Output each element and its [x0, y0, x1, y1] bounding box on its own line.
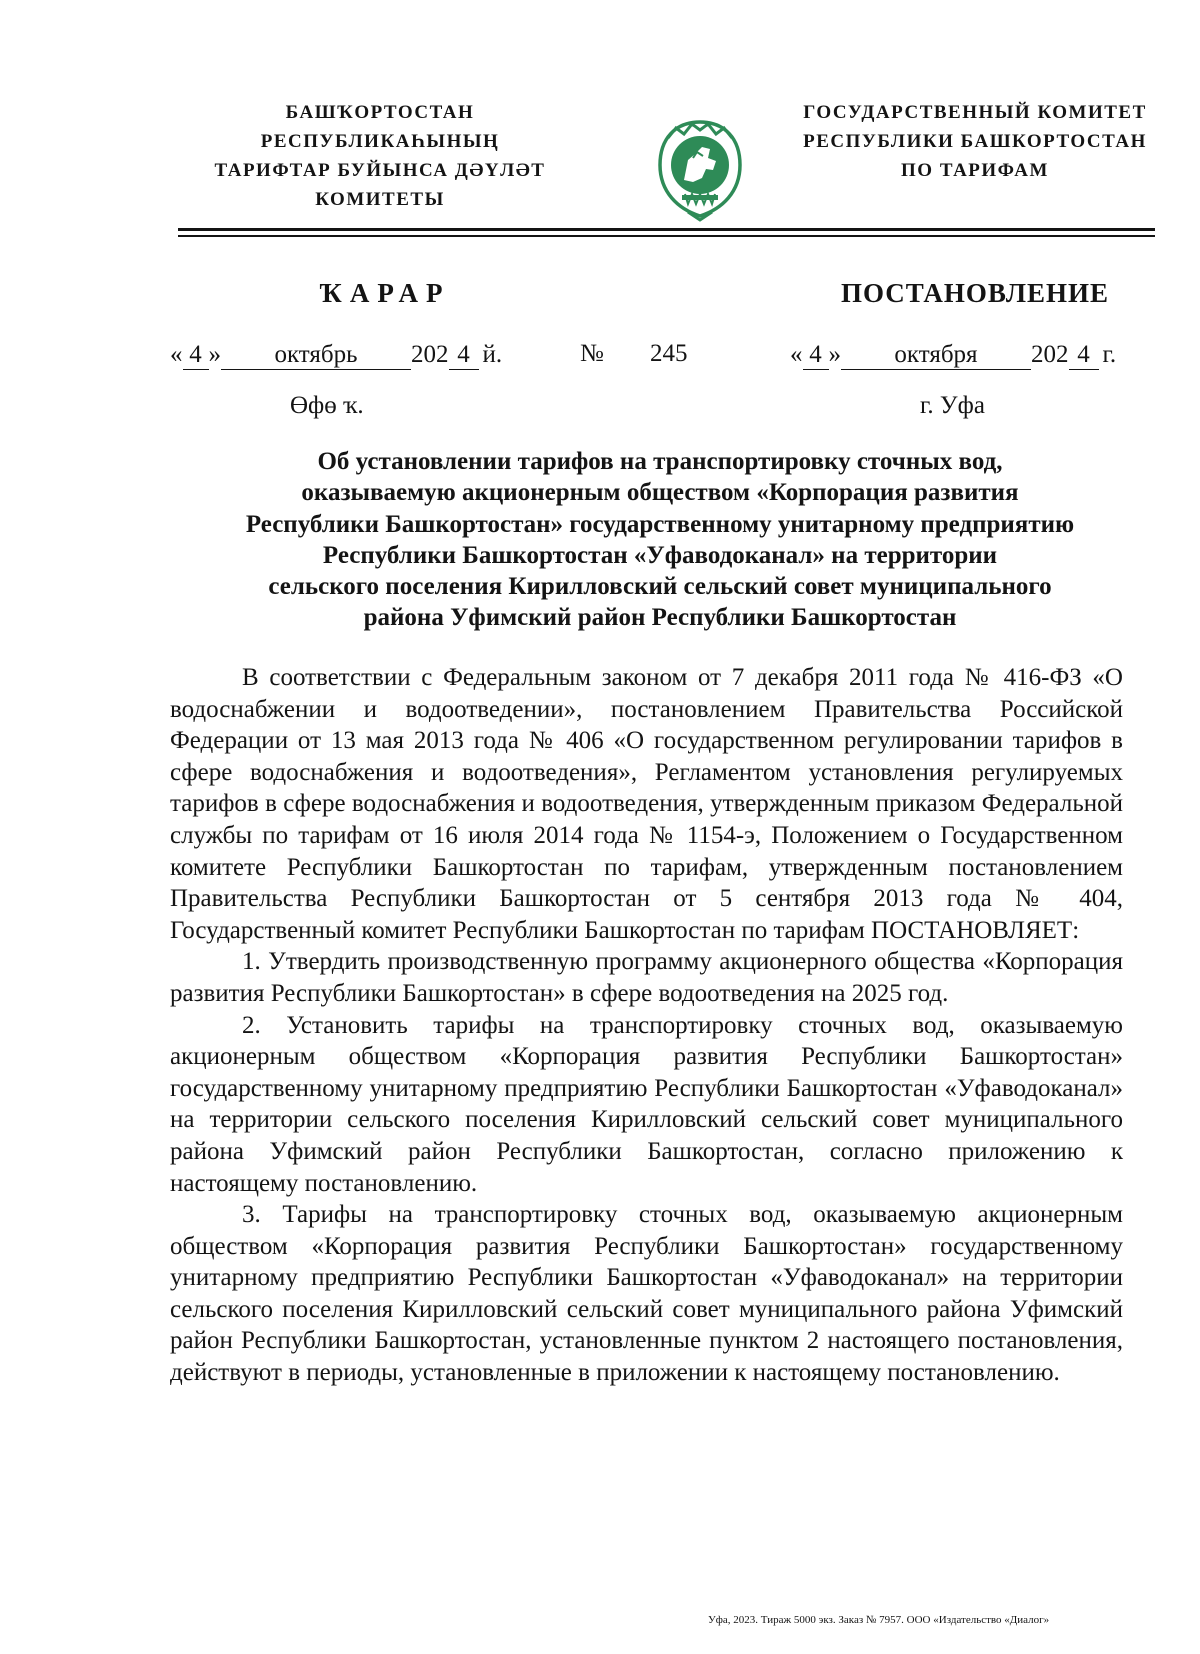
header-rule-thin: [178, 235, 1155, 237]
date-right-year-prefix: 202: [1031, 341, 1069, 368]
city-right: г. Уфа: [920, 392, 985, 419]
header-right-line-1: ГОСУДАРСТВЕННЫЙ КОМИТЕТ: [803, 102, 1147, 123]
clause-3-paragraph: 3. Тарифы на транспортировку сточных вод, оказываемую акционерным обществом «Корпорация развития Республики Башкортостан» государственному унитарному предприятию Республики Башкортостан «Уфаводоканал» на территории сельского поселения Кирилловский сельский совет муниципального района Уфимский район Республики Башкортостан, установленные пунктом 2 настоящего постановления, действуют в периоды, установленные в приложении к настоящему постановлению.: [170, 1201, 1123, 1387]
date-left-close-quote: »: [208, 341, 221, 368]
city-left: Өфө ҡ.: [290, 392, 364, 419]
date-left: [170, 340, 502, 370]
date-left-month: октябрь: [221, 341, 411, 370]
date-right-month: октября: [841, 341, 1031, 370]
date-left-day: 4: [183, 341, 209, 370]
header-rule-thick: [178, 228, 1155, 231]
title-line-3: Республики Башкортостан» государственному унитарному предприятию: [245, 510, 1075, 538]
date-left-open-quote: «: [170, 341, 183, 368]
header-right-line-3: ПО ТАРИФАМ: [901, 160, 1049, 181]
header-left: [170, 98, 590, 214]
document-title: [170, 446, 1150, 634]
header-left-line-1: БАШҠОРТОСТАН РЕСПУБЛИКАҺЫНЫҢ: [260, 102, 500, 152]
clause-2-paragraph: 2. Установить тарифы на транспортировку сточных вод, оказываемую акционерным обществом «Корпорация развития Республики Башкортостан» государственному унитарному предприятию Республики Башкортостан «Уфаводоканал» на территории сельского поселения Кирилловский сельский совет муниципального района Уфимский район Республики Башкортостан, согласно приложению к настоящему постановлению.: [170, 1011, 1123, 1197]
date-right-suffix: г.: [1102, 341, 1117, 368]
number-value: 245: [650, 340, 688, 367]
doc-type-right: ПОСТАНОВЛЕНИЕ: [840, 278, 1110, 308]
date-right-day: 4: [803, 341, 829, 370]
date-right-open-quote: «: [790, 341, 803, 368]
print-footer: Уфа, 2023. Тираж 5000 экз. Заказ № 7957. ООО «Издательство «Диалог»: [708, 1614, 1050, 1626]
number-sign: №: [580, 340, 604, 367]
date-left-year-prefix: 202: [411, 341, 449, 368]
title-line-1: Об установлении тарифов на транспортировку сточных вод,: [317, 448, 1003, 475]
title-line-5: сельского поселения Кирилловский сельский совет муниципального: [268, 573, 1052, 601]
date-left-suffix: й.: [482, 341, 503, 368]
title-line-2: оказываемую акционерным обществом «Корпорация развития: [301, 479, 1019, 507]
header-right: [790, 98, 1160, 185]
header-right-line-2: РЕСПУБЛИКИ БАШКОРТОСТАН: [803, 131, 1147, 152]
date-right-close-quote: »: [828, 341, 841, 368]
date-right: [790, 340, 1116, 370]
title-line-4: Республики Башкортостан «Уфаводоканал» на территории: [322, 541, 998, 569]
date-left-year-digit: 4: [449, 341, 479, 370]
document-body: [170, 662, 1123, 1389]
title-line-6: района Уфимский район Республики Башкортостан: [363, 604, 957, 632]
clause-1-paragraph: 1. Утвердить производственную программу акционерного общества «Корпорация развития Республики Башкортостан» в сфере водоотведения на 2025 год.: [170, 948, 1123, 1007]
date-right-year-digit: 4: [1069, 341, 1099, 370]
header-left-line-2: ТАРИФТАР БУЙЫНСА ДӘҮЛӘТ: [214, 160, 546, 181]
header-left-line-3: КОМИТЕТЫ: [315, 189, 445, 210]
preamble-paragraph: В соответствии с Федеральным законом от 7 декабря 2011 года № 416-ФЗ «О водоснабжении и водоотведении», постановлением Правительства Российской Федерации от 13 мая 2013 года № 406 «О государственном регулировании тарифов в сфере водоснабжения и водоотведения», Регламентом установления регулируемых тарифов в сфере водоснабжения и водоотведения, утвержденным приказом Федеральной службы по тарифам от 16 июля 2014 года № 1154-э, Положением о Государственном комитете Республики Башкортостан по тарифам, утвержденным постановлением Правительства Республики Башкортостан от 5 сентября 2013 года № 404, Государственный комитет Республики Башкортостан по тарифам ПОСТАНОВЛЯЕТ:: [170, 664, 1123, 944]
coat-of-arms-icon: [648, 108, 752, 226]
doc-type-left: ҠАРАР: [319, 278, 451, 308]
